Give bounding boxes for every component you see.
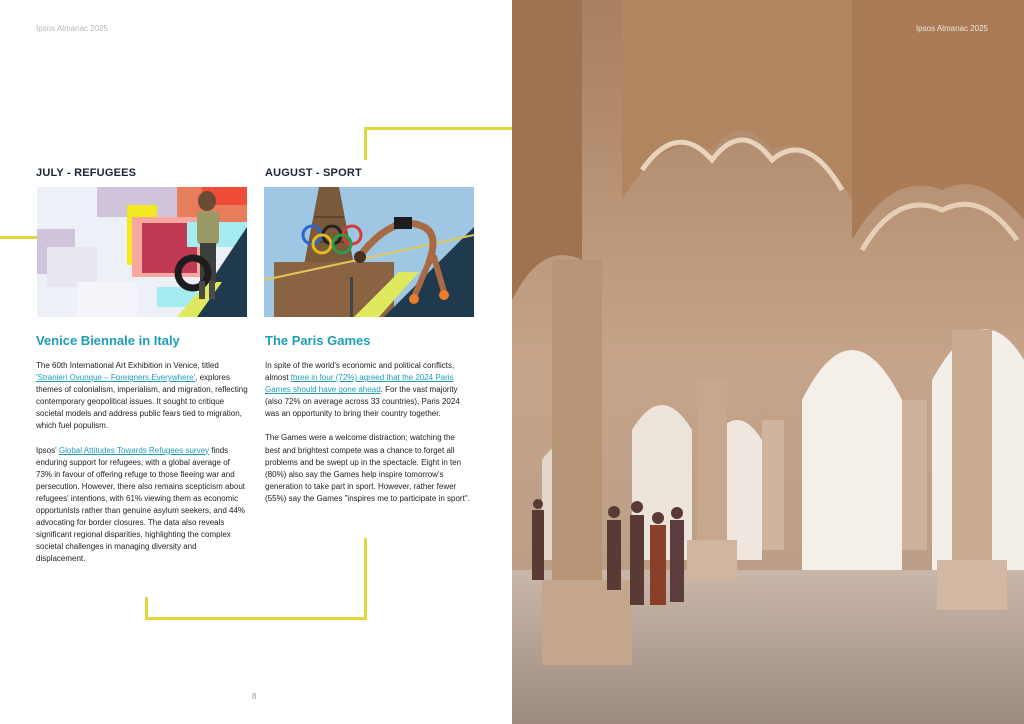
paragraph: [36, 445, 248, 566]
right-page: [512, 0, 1024, 724]
paragraph: The Games were a welcome distraction; watching the best and brightest compete was a chance to forget all problems and be swept up in the spectacle. Eight in ten (80%) also say the Games help inspire tomorrow's generation to take part in sport. However, rather fewer (55%) say the Games "inspires me to participate in sport".: [265, 433, 470, 503]
article-title-paris: The Paris Games: [265, 333, 371, 348]
deco-line-bottom-horizontal: [145, 617, 367, 620]
high-jump-image: [264, 187, 474, 317]
text-span: . For the vast majority (also 72% on average across 33 countries), Paris 2024 was an opportunity to bring their country together.: [265, 385, 460, 419]
article-body-venice: [36, 360, 248, 578]
section-heading-august: AUGUST - SPORT: [265, 167, 362, 179]
deco-line-bottom-vertical-left: [145, 597, 148, 620]
text-span: finds enduring support for refugees, with a global average of 73% in favour of offering refuge to those fleeing war and persecution. However, there also remains scepticism about refugees' intentions, with 61% viewing them as economic opportunists rather than genuine asylum seekers, and 44% advocating for border closures. The data also reveals significant regional disparities, highlighting the complex societal challenges in managing diversity and displacement.: [36, 445, 246, 564]
deco-line-bottom-vertical-right: [364, 538, 367, 620]
refugee-boy-image: [37, 187, 247, 317]
running-header: Ipsos Almanac 2025: [36, 24, 109, 33]
page-number: 8: [252, 692, 257, 701]
text-span: Ipsos': [36, 445, 59, 455]
paragraph: [265, 360, 471, 420]
refugees-survey-link[interactable]: Global Attitudes Towards Refugees survey: [58, 445, 210, 455]
text-span: , explores themes of colonialism, imperialism, and migration, reflecting contemporary geopolitical issues. It sought to critique societal models and address public fears tied to migration, which fuel populism.: [36, 373, 248, 431]
deco-line-top-horizontal: [364, 127, 512, 130]
stranieri-ovunque-link[interactable]: 'Stranieri Ovunque – Foreigners Everywhere': [36, 373, 196, 383]
paragraph: [36, 360, 248, 433]
deco-line-left-stub: [0, 236, 38, 239]
paris-games-thumbnail: [264, 187, 474, 317]
running-header: Ipsos Almanac 2025: [915, 24, 988, 33]
refugee-thumbnail: [37, 187, 247, 317]
article-body-paris: [265, 360, 471, 517]
arched-colonnade-photo: [512, 0, 1024, 724]
paris-games-survey-link[interactable]: three in four (72%) agreed that the 2024 Paris Games should have gone ahead: [265, 373, 454, 395]
deco-line-top-vertical: [364, 127, 367, 160]
article-title-venice: Venice Biennale in Italy: [36, 333, 180, 348]
section-heading-july: JULY - REFUGEES: [36, 167, 137, 179]
text-span: The 60th International Art Exhibition in Venice, titled: [36, 361, 219, 370]
text-span: In spite of the world's economic and political conflicts, almost: [265, 361, 455, 383]
